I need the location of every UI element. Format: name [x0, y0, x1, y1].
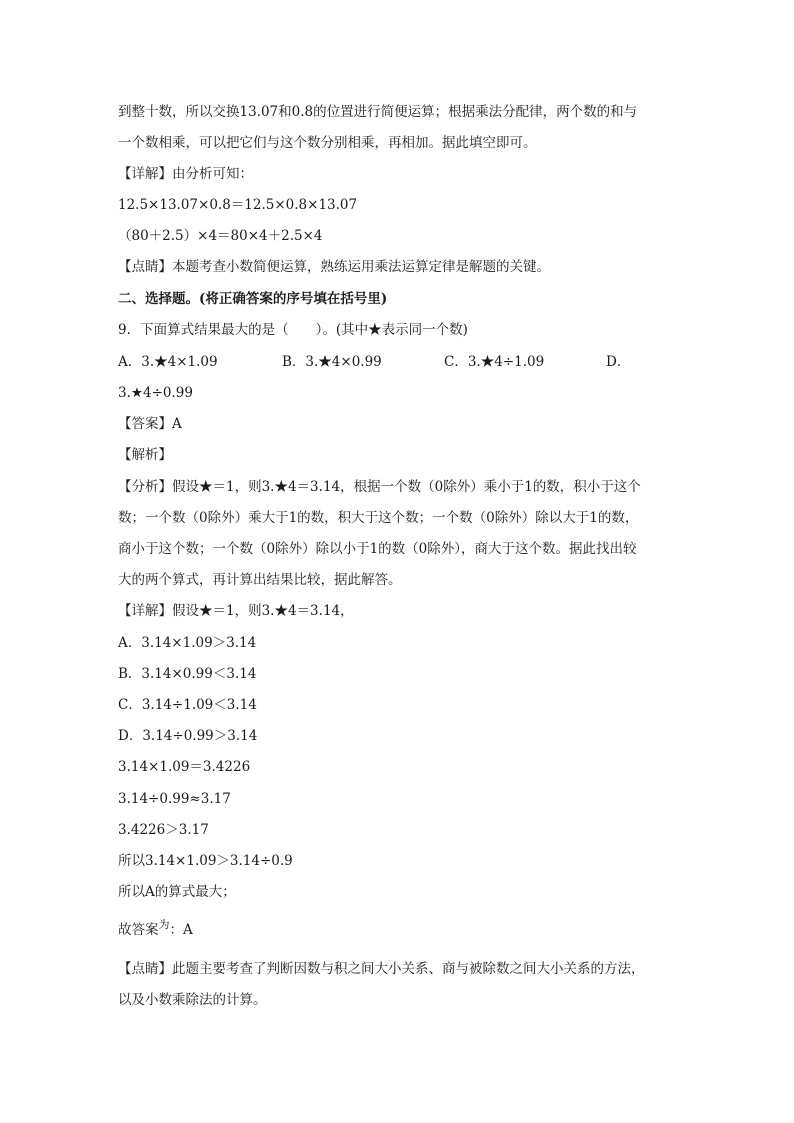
detail-line: 【详解】假设★＝1，则3.★4＝3.14， [118, 603, 354, 619]
detail-heading: 【详解】由分析可知： [118, 166, 253, 182]
comparison-b: B．3.14×0.99＜3.14 [118, 666, 257, 682]
comparison-c: C．3.14÷1.09＜3.14 [118, 697, 257, 713]
final-answer-value: ：A [169, 922, 193, 938]
text-line: 商小于这个数；一个数（0除外）除以小于1的数（0除外），商大于这个数。据此找出较 [118, 541, 637, 557]
analysis-heading: 【解析】 [118, 447, 172, 463]
answer-line: 【答案】A [118, 416, 182, 432]
question-text: 9．下面算式结果最大的是（ ）。(其中★表示同一个数) [118, 322, 468, 338]
comparison-a: A．3.14×1.09＞3.14 [118, 635, 257, 651]
final-answer-line [118, 920, 193, 941]
text-line: 到整十数，所以交换13.07和0.8的位置进行简便运算；根据乘法分配律，两个数的和与 [118, 104, 638, 120]
calc-line: 3.14×1.09＝3.4226 [118, 759, 251, 775]
option-a: A．3.★4×1.09 [118, 354, 218, 370]
final-answer-sup: 为 [158, 918, 170, 931]
conclusion-line: 所以A的算式最大； [118, 884, 236, 900]
text-line: 数；一个数（0除外）乘大于1的数，积大于这个数；一个数（0除外）除以大于1的数， [118, 510, 639, 526]
section-heading: 二、选择题。(将正确答案的序号填在括号里) [118, 291, 388, 307]
text-line: 一个数相乘，可以把它们与这个数分别相乘，再相加。据此填空即可。 [118, 135, 537, 151]
calc-line: 3.4226＞3.17 [118, 822, 209, 838]
option-c: C．3.★4÷1.09 [444, 354, 545, 370]
comment-line: 【点睛】本题考查小数简便运算，熟练运用乘法运算定律是解题的关键。 [118, 259, 550, 275]
text-line: 【分析】假设★＝1，则3.★4＝3.14，根据一个数（0除外）乘小于1的数，积小于这个 [118, 479, 641, 495]
final-answer-prefix: 故答案 [118, 922, 159, 938]
option-d-label: D． [606, 354, 631, 370]
conclusion-line: 所以3.14×1.09＞3.14÷0.9 [118, 853, 293, 869]
comment-line: 【点睛】此题主要考查了判断因数与积之间大小关系、商与被除数之间大小关系的方法， [118, 961, 645, 977]
calc-line: 3.14÷0.99≈3.17 [118, 791, 231, 807]
option-d-expression: 3.★4÷0.99 [118, 385, 193, 401]
comparison-d: D．3.14÷0.99＞3.14 [118, 728, 258, 744]
text-line: 大的两个算式，再计算出结果比较，据此解答。 [118, 572, 402, 588]
equation-line: 12.5×13.07×0.8＝12.5×0.8×13.07 [118, 197, 358, 213]
option-b: B．3.★4×0.99 [282, 354, 382, 370]
comment-line: 以及小数乘除法的计算。 [118, 992, 267, 1008]
equation-line: （80＋2.5）×4＝80×4＋2.5×4 [118, 228, 323, 244]
